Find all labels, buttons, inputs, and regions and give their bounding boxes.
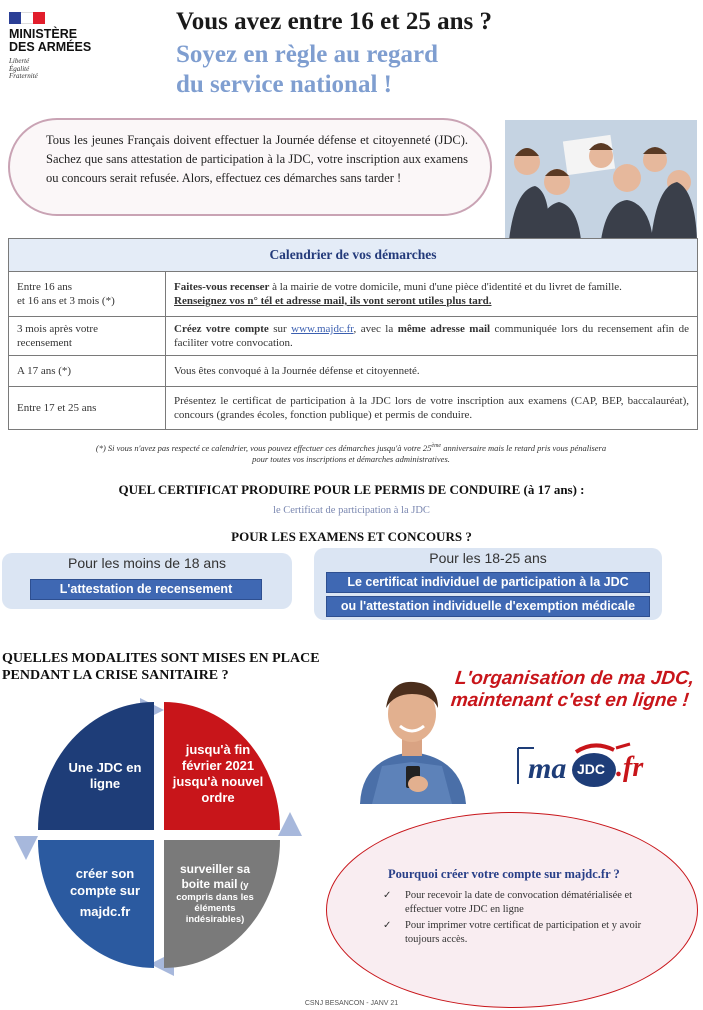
calendar-what: Créez votre compte sur www.majdc.fr, avec la même adresse mail communiquée lors du recensement afin de faciliter votre convocation. bbox=[166, 317, 698, 356]
ministry-motto: Liberté Égalité Fraternité bbox=[9, 57, 38, 80]
certificat-jdc-badge: Le certificat individuel de participation à la JDC bbox=[326, 572, 650, 593]
list-item: ✓ Pour imprimer votre certificat de participation et y avoir toujours accès. bbox=[383, 920, 642, 945]
table-row bbox=[9, 356, 698, 387]
footer-code: CSNJ BESANCON - JANV 21 bbox=[304, 1000, 399, 1007]
intro-text: Tous les jeunes Français doivent effectuer la Journée défense et citoyenneté (JDC). Sachez que sans attestation de participation à la JDC, votre inscription aux examens ou concours serait refusée. Alors, effectuez ces démarches sans tarder ! bbox=[46, 133, 468, 185]
quadrant-fin-fevrier: jusqu'à fin février 2021 jusqu'à nouvel ordre bbox=[164, 702, 280, 830]
calendar-footnote: (*) Si vous n'avez pas respecté ce calendrier, vous pouvez effectuer ces démarches jusqu'à votre 25ème anniversaire mais le retard pris vous pénalisera pour toutes vos inscriptions et démarches administratives. bbox=[95, 442, 607, 464]
calendar-what: Faites-vous recenser à la mairie de votre domicile, muni d'une pièce d'identité et du livret de famille. Renseignez vos n° tél et adresse mail, ils vont seront utiles plus tard. bbox=[166, 272, 698, 317]
quadrant-boite-mail: surveiller sa boite mail (y compris dans les éléments indésirables) bbox=[164, 840, 280, 968]
attestation-recensement-badge: L'attestation de recensement bbox=[30, 579, 262, 600]
age-18-25-box bbox=[314, 548, 662, 620]
exams-heading: POUR LES EXAMENS ET CONCOURS ? bbox=[231, 529, 472, 544]
table-row bbox=[9, 317, 698, 356]
calendar-table bbox=[8, 238, 698, 430]
calendar-when: Entre 17 et 25 ans bbox=[9, 387, 166, 430]
page-title: Vous avez entre 16 et 25 ans ? bbox=[176, 8, 492, 35]
check-icon: ✓ bbox=[383, 890, 392, 901]
cycle-arrows-icon bbox=[4, 688, 316, 988]
why-account-title: Pourquoi créer votre compte sur majdc.fr ? bbox=[388, 867, 620, 881]
calendar-when: A 17 ans (*) bbox=[9, 356, 166, 387]
youth-group-photo bbox=[505, 120, 697, 240]
table-row bbox=[9, 272, 698, 317]
table-row bbox=[9, 387, 698, 430]
calendar-title: Calendrier de vos démarches bbox=[9, 239, 698, 272]
modalites-heading: QUELLES MODALITES SONT MISES EN PLACE PENDANT LA CRISE SANITAIRE ? bbox=[2, 651, 320, 683]
calendar-when: Entre 16 ans et 16 ans et 3 mois (*) bbox=[9, 272, 166, 317]
under-18-box bbox=[2, 553, 292, 609]
republic-flag-icon bbox=[9, 12, 45, 24]
majdc-link[interactable]: www.majdc.fr bbox=[291, 323, 354, 335]
ministry-name: MINISTÈRE DES ARMÉES bbox=[9, 27, 92, 54]
check-icon: ✓ bbox=[383, 920, 392, 931]
age-18-25-title: Pour les 18-25 ans bbox=[429, 550, 547, 566]
list-item: ✓ Pour recevoir la date de convocation dématérialisée et effectuer votre JDC en ligne bbox=[383, 890, 633, 915]
under-18-title: Pour les moins de 18 ans bbox=[68, 555, 226, 571]
calendar-what: Vous êtes convoqué à la Journée défense et citoyenneté. bbox=[166, 356, 698, 387]
permis-heading: QUEL CERTIFICAT PRODUIRE POUR LE PERMIS DE CONDUIRE (à 17 ans) : bbox=[118, 482, 585, 497]
jdc-online-title: L'organisation de ma JDC, maintenant c'est en ligne ! bbox=[449, 668, 696, 711]
majdc-logo: ma JDC .fr bbox=[514, 740, 664, 792]
exemption-medicale-badge: ou l'attestation individuelle d'exemption médicale bbox=[326, 596, 650, 617]
quadrant-jdc-en-ligne: Une JDC en ligne bbox=[38, 702, 154, 830]
quadrant-creer-compte: créer son compte sur majdc.fr bbox=[38, 840, 154, 968]
calendar-what: Présentez le certificat de participation à la JDC lors de votre inscription aux examens (CAP, BEP, baccalauréat), concours (grandes écoles, fonction publique) et permis de conduire. bbox=[166, 387, 698, 430]
permis-answer: le Certificat de participation à la JDC bbox=[273, 505, 430, 516]
calendar-when: 3 mois après votre recensement bbox=[9, 317, 166, 356]
why-account-list bbox=[383, 889, 649, 949]
page-subtitle: Soyez en règle au regard du service national ! bbox=[176, 41, 438, 98]
